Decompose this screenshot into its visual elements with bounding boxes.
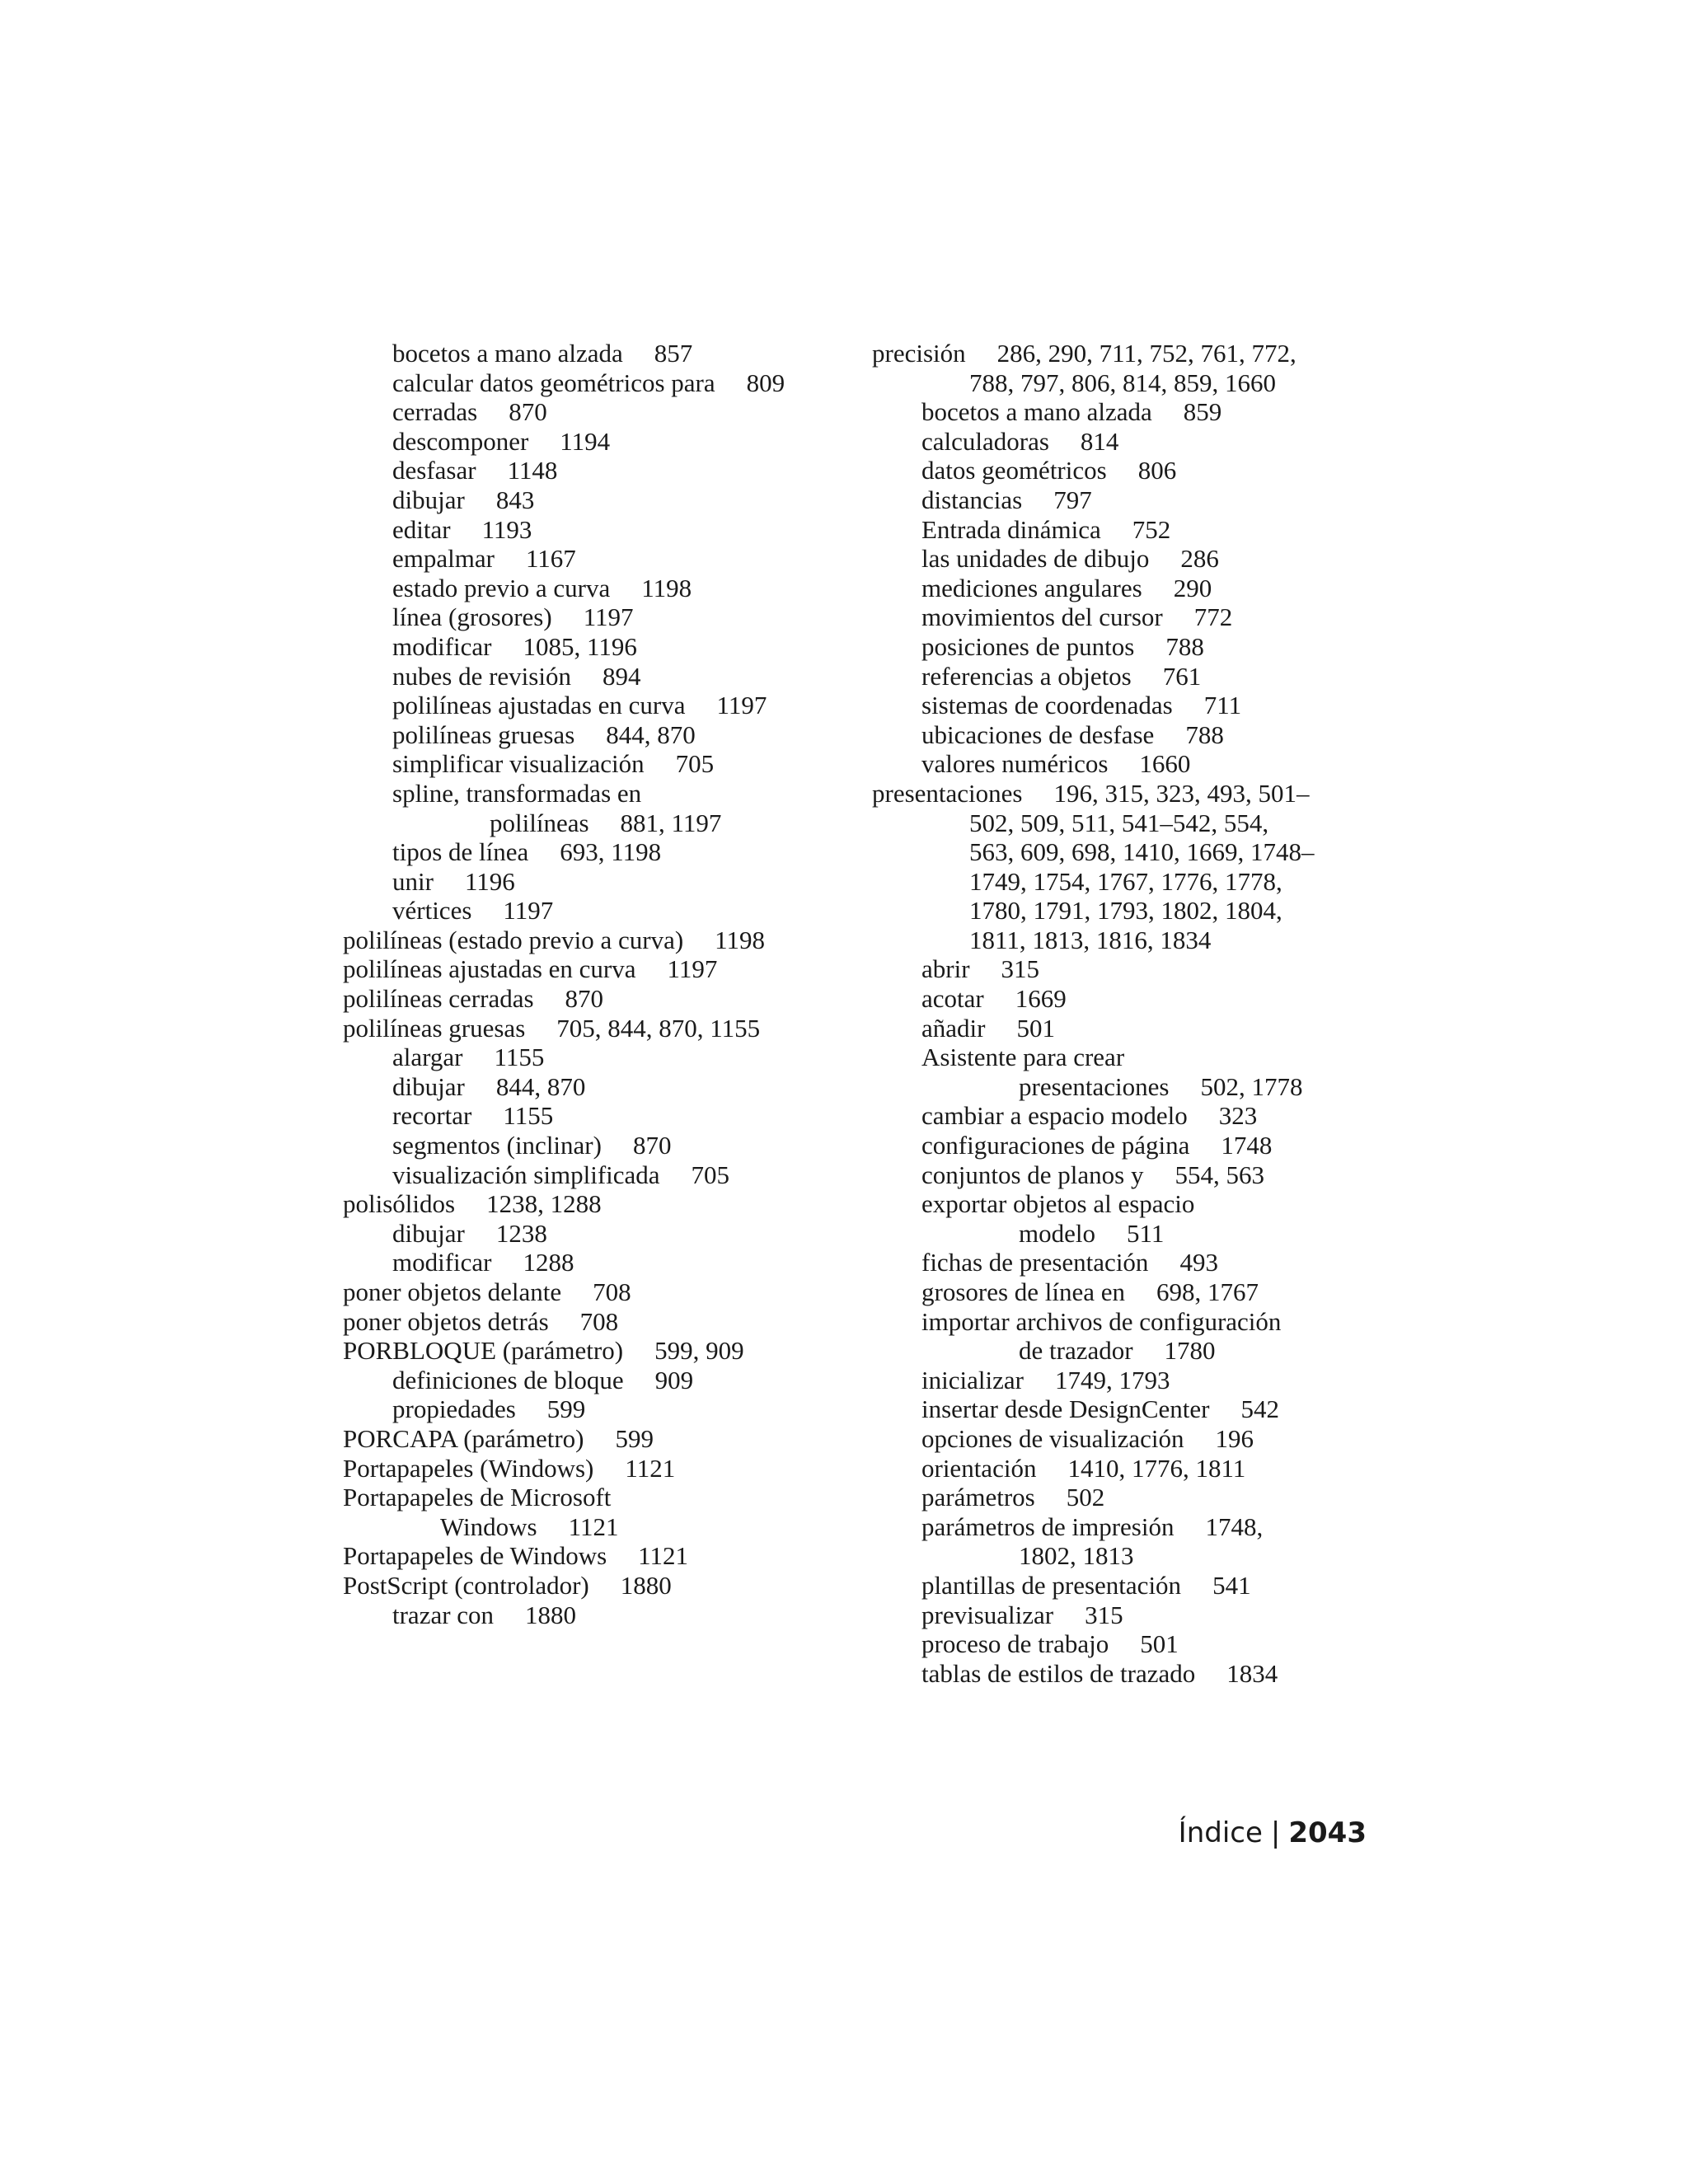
entry-term: modificar [392, 631, 492, 661]
index-entry [872, 339, 1383, 368]
entry-term: las unidades de dibujo [921, 544, 1150, 574]
entry-term: acotar [921, 984, 984, 1014]
entry-pages: 698, 1767 [1156, 1277, 1259, 1306]
entry-term: polisólidos [343, 1189, 456, 1219]
index-subentry [872, 1424, 1383, 1454]
footer-separator: | [1270, 1816, 1281, 1849]
index-subentry [343, 1131, 837, 1160]
entry-pages: 1748, [1205, 1511, 1264, 1541]
index-entry-continuation [872, 368, 1383, 398]
entry-pages: 1410, 1776, 1811 [1067, 1453, 1246, 1483]
entry-term: conjuntos de planos y [921, 1160, 1144, 1189]
entry-pages: 196 [1215, 1423, 1254, 1453]
entry-term: Portapapeles (Windows) [343, 1453, 594, 1483]
index-subentry [872, 515, 1383, 545]
entry-term: movimientos del cursor [921, 602, 1163, 632]
index-entry [343, 1483, 837, 1512]
index-subentry [343, 1248, 837, 1277]
entry-term: PORCAPA (parámetro) [343, 1423, 584, 1453]
entry-term: cerradas [392, 397, 478, 427]
index-subentry [343, 1101, 837, 1131]
entry-term: posiciones de puntos [921, 631, 1135, 661]
entry-term: spline, transformadas en [392, 778, 642, 808]
entry-pages: 909 [654, 1365, 694, 1394]
entry-pages: 1802, 1813 [1019, 1541, 1134, 1571]
entry-term: propiedades [392, 1394, 516, 1424]
index-subentry [872, 1629, 1383, 1659]
entry-pages: 708 [593, 1277, 631, 1306]
entry-pages: 1155 [503, 1101, 554, 1131]
entry-pages: 501 [1016, 1013, 1055, 1043]
index-subentry [872, 574, 1383, 603]
entry-term: alargar [392, 1043, 463, 1072]
index-entry [343, 1571, 837, 1601]
entry-term: polilíneas gruesas [392, 719, 575, 749]
entry-pages: 870 [509, 397, 547, 427]
index-column-right [872, 339, 1383, 1688]
entry-term: segmentos (inclinar) [392, 1131, 602, 1160]
entry-pages: 1194 [560, 426, 611, 456]
entry-pages: 797 [1053, 485, 1092, 514]
entry-term: exportar objetos al espacio [921, 1189, 1195, 1219]
entry-term: cambiar a espacio modelo [921, 1101, 1188, 1131]
entry-term: parámetros de impresión [921, 1511, 1175, 1541]
entry-term: unir [392, 866, 434, 896]
index-entry-continuation [872, 808, 1383, 838]
entry-term: opciones de visualización [921, 1423, 1184, 1453]
index-subentry [343, 485, 837, 515]
entry-pages: 1196 [464, 866, 515, 896]
entry-pages: 705 [691, 1160, 730, 1189]
entry-pages: 752 [1132, 514, 1171, 544]
entry-term: precisión [872, 339, 966, 368]
index-subentry [872, 1014, 1383, 1043]
entry-pages: 541 [1212, 1570, 1251, 1600]
entry-pages: 1749, 1754, 1767, 1776, 1778, [969, 866, 1282, 896]
entry-pages: 1834 [1226, 1658, 1278, 1688]
entry-term: ubicaciones de desfase [921, 719, 1155, 749]
entry-pages: 1198 [641, 573, 692, 602]
entry-term: fichas de presentación [921, 1248, 1149, 1277]
entry-term: Windows [440, 1511, 537, 1541]
entry-term: abrir [921, 954, 970, 984]
index-entry-continuation [872, 1541, 1383, 1571]
entry-pages: 844, 870 [495, 1071, 586, 1101]
entry-pages: 1748 [1221, 1131, 1273, 1160]
index-subentry [343, 720, 837, 750]
entry-term: Entrada dinámica [921, 514, 1101, 544]
entry-pages: 1198 [715, 925, 766, 954]
index-entry [872, 779, 1383, 808]
entry-pages: 705 [675, 749, 715, 779]
entry-pages: 772 [1193, 602, 1233, 632]
index-subentry [872, 984, 1383, 1014]
entry-term: bocetos a mano alzada [921, 397, 1152, 427]
entry-pages: 1880 [620, 1570, 672, 1600]
index-subentry [872, 1512, 1383, 1542]
index-subentry [343, 837, 837, 867]
entry-term: poner objetos detrás [343, 1306, 549, 1336]
entry-pages: 1780, 1791, 1793, 1802, 1804, [969, 896, 1282, 926]
entry-pages: 894 [602, 661, 641, 691]
entry-pages: 1197 [583, 602, 634, 632]
index-entry-continuation [872, 1219, 1383, 1249]
entry-pages: 1197 [667, 954, 718, 984]
entry-term: valores numéricos [921, 749, 1109, 779]
index-subentry [343, 691, 837, 720]
entry-pages: 788 [1165, 631, 1204, 661]
footer-section-label: Índice [1178, 1816, 1263, 1849]
entry-pages: 315 [1001, 954, 1040, 984]
entry-pages: 859 [1183, 397, 1222, 427]
entry-term: nubes de revisión [392, 661, 571, 691]
index-entry-continuation [343, 1512, 837, 1542]
entry-term: modelo [1019, 1218, 1095, 1248]
index-entry [343, 926, 837, 955]
entry-pages: 870 [632, 1131, 672, 1160]
entry-term: polilíneas ajustadas en curva [343, 954, 636, 984]
index-entry-continuation [872, 1072, 1383, 1102]
index-subentry [872, 1366, 1383, 1395]
index-subentry [872, 602, 1383, 632]
entry-term: calcular datos geométricos para [392, 368, 715, 397]
index-subentry [343, 515, 837, 545]
page-number: 2043 [1288, 1816, 1367, 1849]
entry-pages: 1749, 1793 [1054, 1365, 1170, 1394]
entry-term: tipos de línea [392, 837, 529, 867]
entry-pages: 1085, 1196 [523, 631, 637, 661]
page-footer [1179, 1816, 1367, 1849]
entry-term: poner objetos delante [343, 1277, 562, 1306]
index-subentry [872, 954, 1383, 984]
index-subentry [343, 1043, 837, 1072]
index-subentry [343, 544, 837, 574]
entry-pages: 705, 844, 870, 1155 [556, 1013, 761, 1043]
index-subentry [872, 1454, 1383, 1483]
index-subentry [872, 485, 1383, 515]
index-entry [343, 1541, 837, 1571]
entry-term: polilíneas cerradas [343, 984, 534, 1014]
entry-term: dibujar [392, 485, 465, 514]
entry-term: presentaciones [872, 778, 1023, 808]
index-subentry [343, 456, 837, 485]
entry-term: línea (grosores) [392, 602, 552, 632]
index-subentry [343, 1366, 837, 1395]
entry-term: editar [392, 514, 451, 544]
entry-term: recortar [392, 1101, 472, 1131]
entry-term: presentaciones [1019, 1071, 1170, 1101]
index-entry-continuation [872, 926, 1383, 955]
entry-term: dibujar [392, 1071, 465, 1101]
index-entry [343, 1336, 837, 1366]
index-subentry [872, 1571, 1383, 1601]
index-column-left [343, 339, 837, 1629]
index-subentry [872, 662, 1383, 691]
index-subentry [343, 1072, 837, 1102]
index-subentry [872, 1659, 1383, 1689]
entry-term: Portapapeles de Windows [343, 1541, 607, 1571]
entry-term: grosores de línea en [921, 1277, 1126, 1306]
index-subentry [343, 896, 837, 926]
entry-term: descomponer [392, 426, 529, 456]
entry-pages: 1193 [481, 514, 532, 544]
entry-term: calculadoras [921, 426, 1049, 456]
entry-term: mediciones angulares [921, 573, 1142, 602]
index-subentry [872, 427, 1383, 457]
index-entry [343, 984, 837, 1014]
entry-term: trazar con [392, 1600, 495, 1629]
index-subentry [343, 662, 837, 691]
index-entry-continuation [872, 1336, 1383, 1366]
entry-pages: 323 [1218, 1101, 1258, 1131]
index-subentry [343, 1160, 837, 1190]
entry-pages: 708 [579, 1306, 619, 1336]
index-subentry [872, 749, 1383, 779]
entry-term: polilíneas ajustadas en curva [392, 691, 686, 720]
index-subentry [343, 632, 837, 662]
index-entry-continuation [872, 837, 1383, 867]
index-subentry [872, 1277, 1383, 1307]
index-subentry [343, 368, 837, 398]
entry-pages: 286, 290, 711, 752, 761, 772, [996, 339, 1296, 368]
index-subentry [872, 1394, 1383, 1424]
index-subentry [343, 574, 837, 603]
entry-pages: 511 [1127, 1218, 1165, 1248]
entry-pages: 1880 [525, 1600, 577, 1629]
entry-term: datos geométricos [921, 456, 1107, 485]
index-subentry [872, 691, 1383, 720]
entry-term: empalmar [392, 544, 495, 574]
entry-pages: 806 [1137, 456, 1177, 485]
entry-term: importar archivos de configuración [921, 1306, 1282, 1336]
entry-pages: 809 [746, 368, 785, 397]
index-subentry [343, 779, 837, 808]
entry-term: inicializar [921, 1365, 1024, 1394]
entry-term: referencias a objetos [921, 661, 1132, 691]
entry-pages: 290 [1173, 573, 1212, 602]
index-subentry [343, 1394, 837, 1424]
entry-pages: 1660 [1139, 749, 1191, 779]
entry-pages: 315 [1085, 1600, 1123, 1629]
entry-term: simplificar visualización [392, 749, 645, 779]
index-subentry [343, 1219, 837, 1249]
entry-term: plantillas de presentación [921, 1570, 1182, 1600]
index-subentry [343, 867, 837, 897]
index-subentry [343, 602, 837, 632]
entry-term: orientación [921, 1453, 1037, 1483]
entry-pages: 599 [546, 1394, 586, 1424]
entry-pages: 843 [495, 485, 535, 514]
entry-pages: 599, 909 [654, 1336, 744, 1366]
entry-term: de trazador [1019, 1336, 1133, 1366]
index-entry [343, 1424, 837, 1454]
entry-term: visualización simplificada [392, 1160, 660, 1189]
entry-pages: 493 [1179, 1248, 1218, 1277]
entry-pages: 1197 [503, 896, 554, 926]
index-subentry [872, 1131, 1383, 1160]
entry-term: polilíneas gruesas [343, 1013, 526, 1043]
entry-term: distancias [921, 485, 1023, 514]
entry-pages: 554, 563 [1175, 1160, 1264, 1189]
index-subentry [872, 1248, 1383, 1277]
entry-pages: 814 [1080, 426, 1119, 456]
entry-pages: 563, 609, 698, 1410, 1669, 1748– [969, 837, 1315, 867]
entry-pages: 1288 [523, 1248, 574, 1277]
index-entry-continuation [872, 896, 1383, 926]
index-subentry [872, 1101, 1383, 1131]
index-subentry [343, 427, 837, 457]
entry-term: proceso de trabajo [921, 1629, 1109, 1659]
entry-term: Portapapeles de Microsoft [343, 1483, 612, 1512]
entry-pages: 1197 [716, 691, 767, 720]
index-subentry [343, 1601, 837, 1630]
index-entry [343, 1277, 837, 1307]
entry-term: sistemas de coordenadas [921, 691, 1173, 720]
entry-term: Asistente para crear [921, 1043, 1125, 1072]
entry-pages: 761 [1162, 661, 1202, 691]
entry-pages: 502, 509, 511, 541–542, 554, [969, 808, 1269, 837]
entry-pages: 196, 315, 323, 493, 501– [1053, 778, 1310, 808]
entry-pages: 1669 [1015, 984, 1067, 1014]
index-subentry [872, 544, 1383, 574]
index-subentry [872, 456, 1383, 485]
entry-pages: 1148 [507, 456, 558, 485]
entry-pages: 599 [615, 1423, 654, 1453]
entry-pages: 1780 [1164, 1336, 1216, 1366]
index-subentry [872, 1043, 1383, 1072]
index-entry [343, 1189, 837, 1219]
index-entry [343, 1454, 837, 1483]
entry-term: añadir [921, 1013, 986, 1043]
entry-pages: 1238, 1288 [486, 1189, 602, 1219]
entry-pages: 870 [565, 984, 604, 1014]
index-entry-continuation [872, 867, 1383, 897]
entry-pages: 542 [1240, 1394, 1279, 1424]
entry-term: polilíneas [490, 808, 589, 837]
index-subentry [872, 632, 1383, 662]
index-subentry [872, 397, 1383, 427]
entry-term: bocetos a mano alzada [392, 339, 623, 368]
entry-pages: 1167 [525, 544, 576, 574]
index-subentry [872, 1483, 1383, 1512]
entry-term: desfasar [392, 456, 476, 485]
index-subentry [343, 339, 837, 368]
entry-term: vértices [392, 896, 472, 926]
index-subentry [872, 1601, 1383, 1630]
entry-pages: 711 [1203, 691, 1242, 720]
index-subentry [872, 1189, 1383, 1219]
index-entry [343, 1307, 837, 1337]
entry-term: insertar desde DesignCenter [921, 1394, 1210, 1424]
entry-term: configuraciones de página [921, 1131, 1190, 1160]
entry-pages: 501 [1140, 1629, 1179, 1659]
entry-pages: 788, 797, 806, 814, 859, 1660 [969, 368, 1276, 397]
index-subentry [872, 720, 1383, 750]
entry-term: PostScript (controlador) [343, 1570, 589, 1600]
entry-term: modificar [392, 1248, 492, 1277]
entry-pages: 844, 870 [606, 719, 696, 749]
index-subentry [343, 397, 837, 427]
index-subentry [872, 1160, 1383, 1190]
entry-term: polilíneas (estado previo a curva) [343, 925, 684, 954]
entry-pages: 1121 [568, 1511, 619, 1541]
index-entry-continuation [343, 808, 837, 838]
entry-term: estado previo a curva [392, 573, 611, 602]
entry-pages: 502, 1778 [1200, 1071, 1303, 1101]
entry-term: parámetros [921, 1483, 1035, 1512]
entry-pages: 1121 [625, 1453, 676, 1483]
entry-term: previsualizar [921, 1600, 1054, 1629]
entry-term: tablas de estilos de trazado [921, 1658, 1196, 1688]
entry-pages: 693, 1198 [560, 837, 662, 867]
index-subentry [343, 749, 837, 779]
index-entry [343, 954, 837, 984]
entry-pages: 1811, 1813, 1816, 1834 [969, 925, 1212, 954]
entry-pages: 1155 [494, 1043, 545, 1072]
index-entry [343, 1014, 837, 1043]
entry-pages: 286 [1180, 544, 1219, 574]
index-subentry [872, 1307, 1383, 1337]
entry-pages: 502 [1066, 1483, 1105, 1512]
entry-pages: 1238 [495, 1218, 547, 1248]
entry-pages: 788 [1185, 719, 1224, 749]
entry-pages: 881, 1197 [620, 808, 722, 837]
entry-term: dibujar [392, 1218, 465, 1248]
entry-pages: 1121 [638, 1541, 689, 1571]
entry-term: PORBLOQUE (parámetro) [343, 1336, 624, 1366]
entry-term: definiciones de bloque [392, 1365, 624, 1394]
entry-pages: 857 [654, 339, 693, 368]
